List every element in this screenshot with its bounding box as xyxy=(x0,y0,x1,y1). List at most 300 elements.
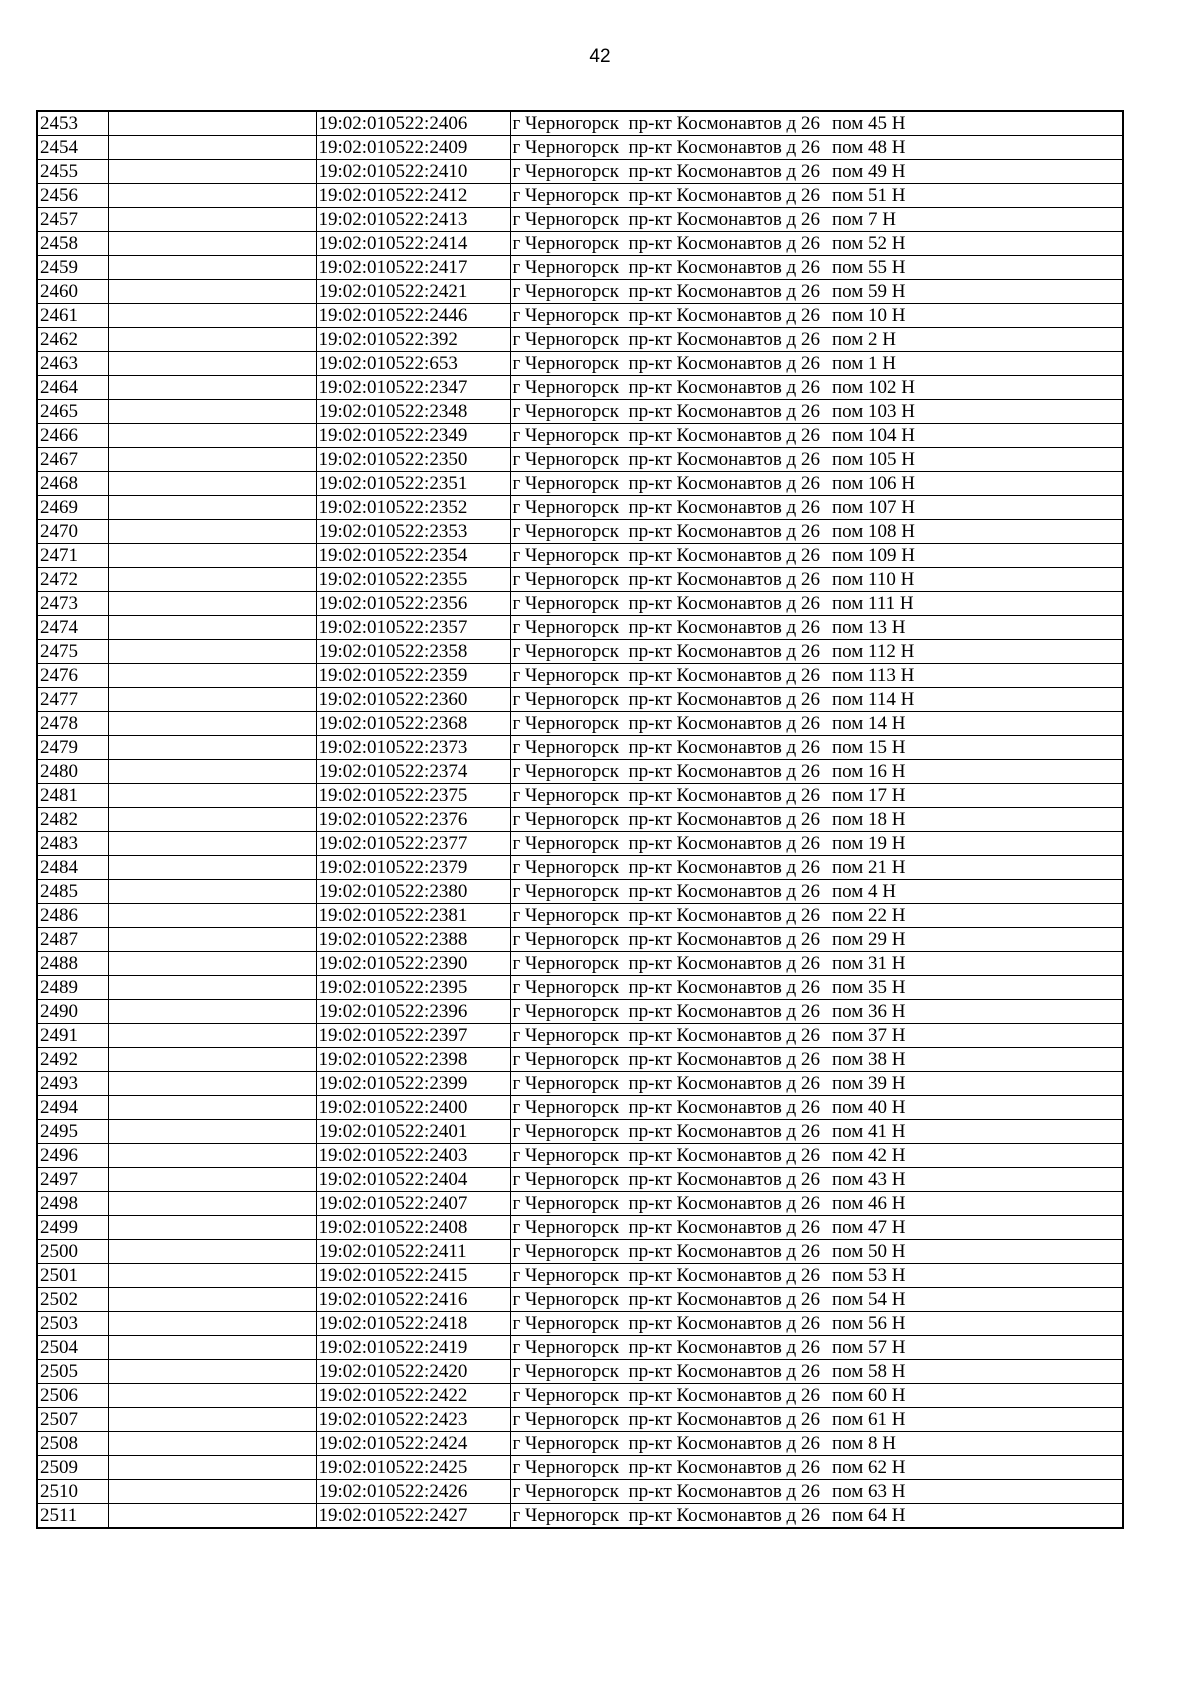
cadastral-number-cell: 19:02:010522:2413 xyxy=(316,208,510,232)
row-number-cell: 2479 xyxy=(37,736,108,760)
table-row xyxy=(37,1072,1123,1096)
empty-cell xyxy=(108,952,316,976)
address-cell xyxy=(510,736,1123,760)
address-cell xyxy=(510,111,1123,136)
address-text: г Черногорск пр-кт Космонавтов д 26 xyxy=(512,1337,820,1358)
address-cell xyxy=(510,1480,1123,1504)
row-number-cell: 2504 xyxy=(37,1336,108,1360)
address-cell xyxy=(510,328,1123,352)
cadastral-number-cell: 19:02:010522:2399 xyxy=(316,1072,510,1096)
premises-text: пом 56 Н xyxy=(831,1313,906,1334)
address-text: г Черногорск пр-кт Космонавтов д 26 xyxy=(512,1505,820,1526)
cadastral-number-cell: 19:02:010522:2427 xyxy=(316,1504,510,1529)
cadastral-number-cell: 19:02:010522:2381 xyxy=(316,904,510,928)
address-cell xyxy=(510,952,1123,976)
address-text: г Черногорск пр-кт Космонавтов д 26 xyxy=(512,377,820,398)
empty-cell xyxy=(108,232,316,256)
premises-text: пом 47 Н xyxy=(831,1217,906,1238)
address-cell xyxy=(510,904,1123,928)
row-number-cell: 2474 xyxy=(37,616,108,640)
address-cell xyxy=(510,1096,1123,1120)
premises-text: пом 7 Н xyxy=(831,209,897,230)
address-cell xyxy=(510,760,1123,784)
premises-text: пом 46 Н xyxy=(831,1193,906,1214)
table-row xyxy=(37,208,1123,232)
premises-text: пом 113 Н xyxy=(831,665,915,686)
premises-text: пом 14 Н xyxy=(831,713,906,734)
address-text: г Черногорск пр-кт Космонавтов д 26 xyxy=(512,1409,820,1430)
table-row xyxy=(37,904,1123,928)
premises-text: пом 104 Н xyxy=(831,425,916,446)
empty-cell xyxy=(108,256,316,280)
row-number-cell: 2490 xyxy=(37,1000,108,1024)
cadastral-number-cell: 19:02:010522:2403 xyxy=(316,1144,510,1168)
table-row xyxy=(37,136,1123,160)
premises-text: пом 57 Н xyxy=(831,1337,906,1358)
row-number-cell: 2501 xyxy=(37,1264,108,1288)
address-cell xyxy=(510,1240,1123,1264)
empty-cell xyxy=(108,1120,316,1144)
cadastral-number-cell: 19:02:010522:2424 xyxy=(316,1432,510,1456)
address-cell xyxy=(510,688,1123,712)
cadastral-number-cell: 19:02:010522:2420 xyxy=(316,1360,510,1384)
registry-table xyxy=(36,110,1124,1529)
row-number-cell: 2491 xyxy=(37,1024,108,1048)
address-cell xyxy=(510,1120,1123,1144)
cadastral-number-cell: 19:02:010522:2410 xyxy=(316,160,510,184)
table-row xyxy=(37,544,1123,568)
row-number-cell: 2492 xyxy=(37,1048,108,1072)
address-cell xyxy=(510,1288,1123,1312)
row-number-cell: 2467 xyxy=(37,448,108,472)
address-cell xyxy=(510,496,1123,520)
table-row xyxy=(37,1096,1123,1120)
row-number-cell: 2461 xyxy=(37,304,108,328)
address-cell xyxy=(510,184,1123,208)
address-cell xyxy=(510,448,1123,472)
premises-text: пом 15 Н xyxy=(831,737,906,758)
cadastral-number-cell: 19:02:010522:2407 xyxy=(316,1192,510,1216)
address-cell xyxy=(510,1504,1123,1529)
address-cell xyxy=(510,304,1123,328)
table-row xyxy=(37,880,1123,904)
row-number-cell: 2498 xyxy=(37,1192,108,1216)
empty-cell xyxy=(108,904,316,928)
empty-cell xyxy=(108,184,316,208)
table-row xyxy=(37,808,1123,832)
address-text: г Черногорск пр-кт Космонавтов д 26 xyxy=(512,1001,820,1022)
row-number-cell: 2507 xyxy=(37,1408,108,1432)
table-row xyxy=(37,256,1123,280)
table-row xyxy=(37,1456,1123,1480)
row-number-cell: 2486 xyxy=(37,904,108,928)
address-text: г Черногорск пр-кт Космонавтов д 26 xyxy=(512,713,820,734)
premises-text: пом 108 Н xyxy=(831,521,916,542)
row-number-cell: 2484 xyxy=(37,856,108,880)
address-text: г Черногорск пр-кт Космонавтов д 26 xyxy=(512,425,820,446)
row-number-cell: 2493 xyxy=(37,1072,108,1096)
table-row xyxy=(37,472,1123,496)
premises-text: пом 36 Н xyxy=(831,1001,906,1022)
cadastral-number-cell: 19:02:010522:2425 xyxy=(316,1456,510,1480)
address-cell xyxy=(510,256,1123,280)
address-text: г Черногорск пр-кт Космонавтов д 26 xyxy=(512,185,820,206)
table-row xyxy=(37,1432,1123,1456)
table-row xyxy=(37,736,1123,760)
table-row xyxy=(37,592,1123,616)
empty-cell xyxy=(108,352,316,376)
empty-cell xyxy=(108,1360,316,1384)
premises-text: пом 64 Н xyxy=(831,1505,906,1526)
table-row xyxy=(37,424,1123,448)
cadastral-number-cell: 19:02:010522:2406 xyxy=(316,111,510,136)
cadastral-number-cell: 19:02:010522:2423 xyxy=(316,1408,510,1432)
empty-cell xyxy=(108,1024,316,1048)
table-row xyxy=(37,1168,1123,1192)
premises-text: пом 102 Н xyxy=(831,377,916,398)
address-text: г Черногорск пр-кт Космонавтов д 26 xyxy=(512,473,820,494)
address-text: г Черногорск пр-кт Космонавтов д 26 xyxy=(512,905,820,926)
table-row xyxy=(37,1504,1123,1529)
empty-cell xyxy=(108,136,316,160)
premises-text: пом 40 Н xyxy=(831,1097,906,1118)
premises-text: пом 106 Н xyxy=(831,473,916,494)
row-number-cell: 2494 xyxy=(37,1096,108,1120)
address-cell xyxy=(510,976,1123,1000)
premises-text: пом 22 Н xyxy=(831,905,906,926)
row-number-cell: 2466 xyxy=(37,424,108,448)
table-row xyxy=(37,232,1123,256)
address-text: г Черногорск пр-кт Космонавтов д 26 xyxy=(512,929,820,950)
empty-cell xyxy=(108,1432,316,1456)
empty-cell xyxy=(108,832,316,856)
table-row xyxy=(37,280,1123,304)
cadastral-number-cell: 19:02:010522:2379 xyxy=(316,856,510,880)
table-row xyxy=(37,1000,1123,1024)
address-text: г Черногорск пр-кт Космонавтов д 26 xyxy=(512,809,820,830)
cadastral-number-cell: 19:02:010522:2373 xyxy=(316,736,510,760)
address-cell xyxy=(510,1456,1123,1480)
table-row xyxy=(37,1312,1123,1336)
address-cell xyxy=(510,928,1123,952)
cadastral-number-cell: 19:02:010522:2377 xyxy=(316,832,510,856)
cadastral-number-cell: 19:02:010522:2356 xyxy=(316,592,510,616)
premises-text: пом 45 Н xyxy=(831,113,906,134)
cadastral-number-cell: 19:02:010522:2414 xyxy=(316,232,510,256)
address-text: г Черногорск пр-кт Космонавтов д 26 xyxy=(512,1097,820,1118)
address-cell xyxy=(510,1024,1123,1048)
address-text: г Черногорск пр-кт Космонавтов д 26 xyxy=(512,953,820,974)
address-text: г Черногорск пр-кт Космонавтов д 26 xyxy=(512,329,820,350)
cadastral-number-cell: 19:02:010522:653 xyxy=(316,352,510,376)
address-cell xyxy=(510,1384,1123,1408)
address-text: г Черногорск пр-кт Космонавтов д 26 xyxy=(512,641,820,662)
address-text: г Черногорск пр-кт Космонавтов д 26 xyxy=(512,617,820,638)
cadastral-number-cell: 19:02:010522:2348 xyxy=(316,400,510,424)
table-row xyxy=(37,496,1123,520)
premises-text: пом 48 Н xyxy=(831,137,906,158)
address-cell xyxy=(510,232,1123,256)
empty-cell xyxy=(108,1408,316,1432)
address-text: г Черногорск пр-кт Космонавтов д 26 xyxy=(512,761,820,782)
table-row xyxy=(37,1288,1123,1312)
cadastral-number-cell: 19:02:010522:2351 xyxy=(316,472,510,496)
page-number: 42 xyxy=(589,46,611,67)
empty-cell xyxy=(108,1216,316,1240)
empty-cell xyxy=(108,640,316,664)
table-row xyxy=(37,111,1123,136)
address-cell xyxy=(510,1000,1123,1024)
cadastral-number-cell: 19:02:010522:2418 xyxy=(316,1312,510,1336)
empty-cell xyxy=(108,376,316,400)
address-text: г Черногорск пр-кт Космонавтов д 26 xyxy=(512,137,820,158)
premises-text: пом 17 Н xyxy=(831,785,906,806)
table-row xyxy=(37,328,1123,352)
row-number-cell: 2482 xyxy=(37,808,108,832)
address-text: г Черногорск пр-кт Космонавтов д 26 xyxy=(512,281,820,302)
table-row xyxy=(37,1480,1123,1504)
empty-cell xyxy=(108,688,316,712)
table-row xyxy=(37,952,1123,976)
table-row xyxy=(37,760,1123,784)
cadastral-number-cell: 19:02:010522:2419 xyxy=(316,1336,510,1360)
premises-text: пом 50 Н xyxy=(831,1241,906,1262)
row-number-cell: 2470 xyxy=(37,520,108,544)
table-row xyxy=(37,1120,1123,1144)
table-row xyxy=(37,568,1123,592)
address-text: г Черногорск пр-кт Космонавтов д 26 xyxy=(512,1313,820,1334)
premises-text: пом 37 Н xyxy=(831,1025,906,1046)
address-text: г Черногорск пр-кт Космонавтов д 26 xyxy=(512,1385,820,1406)
address-text: г Черногорск пр-кт Космонавтов д 26 xyxy=(512,1289,820,1310)
empty-cell xyxy=(108,1192,316,1216)
cadastral-number-cell: 19:02:010522:2416 xyxy=(316,1288,510,1312)
row-number-cell: 2462 xyxy=(37,328,108,352)
table-row xyxy=(37,304,1123,328)
address-cell xyxy=(510,1144,1123,1168)
cadastral-number-cell: 19:02:010522:2397 xyxy=(316,1024,510,1048)
row-number-cell: 2500 xyxy=(37,1240,108,1264)
address-cell xyxy=(510,592,1123,616)
row-number-cell: 2495 xyxy=(37,1120,108,1144)
address-cell xyxy=(510,808,1123,832)
address-text: г Черногорск пр-кт Космонавтов д 26 xyxy=(512,857,820,878)
empty-cell xyxy=(108,1384,316,1408)
row-number-cell: 2475 xyxy=(37,640,108,664)
table-row xyxy=(37,664,1123,688)
cadastral-number-cell: 19:02:010522:2390 xyxy=(316,952,510,976)
address-cell xyxy=(510,616,1123,640)
address-text: г Черногорск пр-кт Космонавтов д 26 xyxy=(512,521,820,542)
empty-cell xyxy=(108,1336,316,1360)
table-row xyxy=(37,1336,1123,1360)
address-text: г Черногорск пр-кт Космонавтов д 26 xyxy=(512,1049,820,1070)
premises-text: пом 51 Н xyxy=(831,185,906,206)
empty-cell xyxy=(108,880,316,904)
table-row xyxy=(37,640,1123,664)
address-text: г Черногорск пр-кт Космонавтов д 26 xyxy=(512,689,820,710)
row-number-cell: 2463 xyxy=(37,352,108,376)
cadastral-number-cell: 19:02:010522:2374 xyxy=(316,760,510,784)
address-cell xyxy=(510,640,1123,664)
premises-text: пом 105 Н xyxy=(831,449,916,470)
address-cell xyxy=(510,208,1123,232)
cadastral-number-cell: 19:02:010522:2350 xyxy=(316,448,510,472)
row-number-cell: 2457 xyxy=(37,208,108,232)
table-row xyxy=(37,1192,1123,1216)
address-text: г Черногорск пр-кт Космонавтов д 26 xyxy=(512,977,820,998)
empty-cell xyxy=(108,1000,316,1024)
address-cell xyxy=(510,1264,1123,1288)
empty-cell xyxy=(108,208,316,232)
cadastral-number-cell: 19:02:010522:2353 xyxy=(316,520,510,544)
row-number-cell: 2480 xyxy=(37,760,108,784)
cadastral-number-cell: 19:02:010522:2376 xyxy=(316,808,510,832)
address-cell xyxy=(510,1048,1123,1072)
premises-text: пом 10 Н xyxy=(831,305,906,326)
empty-cell xyxy=(108,1096,316,1120)
empty-cell xyxy=(108,664,316,688)
row-number-cell: 2509 xyxy=(37,1456,108,1480)
empty-cell xyxy=(108,1048,316,1072)
address-cell xyxy=(510,424,1123,448)
address-cell xyxy=(510,376,1123,400)
address-text: г Черногорск пр-кт Космонавтов д 26 xyxy=(512,1361,820,1382)
cadastral-number-cell: 19:02:010522:2352 xyxy=(316,496,510,520)
premises-text: пом 52 Н xyxy=(831,233,906,254)
row-number-cell: 2499 xyxy=(37,1216,108,1240)
row-number-cell: 2454 xyxy=(37,136,108,160)
address-cell xyxy=(510,352,1123,376)
premises-text: пом 49 Н xyxy=(831,161,906,182)
address-cell xyxy=(510,136,1123,160)
cadastral-number-cell: 19:02:010522:2411 xyxy=(316,1240,510,1264)
cadastral-number-cell: 19:02:010522:2359 xyxy=(316,664,510,688)
address-text: г Черногорск пр-кт Космонавтов д 26 xyxy=(512,233,820,254)
table-row xyxy=(37,520,1123,544)
address-text: г Черногорск пр-кт Космонавтов д 26 xyxy=(512,569,820,590)
row-number-cell: 2505 xyxy=(37,1360,108,1384)
address-text: г Черногорск пр-кт Космонавтов д 26 xyxy=(512,1025,820,1046)
address-cell xyxy=(510,544,1123,568)
table-row xyxy=(37,928,1123,952)
address-text: г Черногорск пр-кт Космонавтов д 26 xyxy=(512,1265,820,1286)
premises-text: пом 43 Н xyxy=(831,1169,906,1190)
address-text: г Черногорск пр-кт Космонавтов д 26 xyxy=(512,1217,820,1238)
premises-text: пом 18 Н xyxy=(831,809,906,830)
address-cell xyxy=(510,280,1123,304)
address-text: г Черногорск пр-кт Космонавтов д 26 xyxy=(512,545,820,566)
table-row xyxy=(37,976,1123,1000)
row-number-cell: 2473 xyxy=(37,592,108,616)
table-row xyxy=(37,1408,1123,1432)
row-number-cell: 2511 xyxy=(37,1504,108,1529)
empty-cell xyxy=(108,1288,316,1312)
row-number-cell: 2510 xyxy=(37,1480,108,1504)
premises-text: пом 63 Н xyxy=(831,1481,906,1502)
address-text: г Черногорск пр-кт Космонавтов д 26 xyxy=(512,1193,820,1214)
row-number-cell: 2508 xyxy=(37,1432,108,1456)
row-number-cell: 2459 xyxy=(37,256,108,280)
premises-text: пом 29 Н xyxy=(831,929,906,950)
address-cell xyxy=(510,1312,1123,1336)
cadastral-number-cell: 19:02:010522:2412 xyxy=(316,184,510,208)
address-text: г Черногорск пр-кт Космонавтов д 26 xyxy=(512,401,820,422)
row-number-cell: 2478 xyxy=(37,712,108,736)
premises-text: пом 103 Н xyxy=(831,401,916,422)
address-cell xyxy=(510,880,1123,904)
cadastral-number-cell: 19:02:010522:2401 xyxy=(316,1120,510,1144)
cadastral-number-cell: 19:02:010522:392 xyxy=(316,328,510,352)
cadastral-number-cell: 19:02:010522:2417 xyxy=(316,256,510,280)
table-row xyxy=(37,160,1123,184)
table-row xyxy=(37,1360,1123,1384)
premises-text: пом 41 Н xyxy=(831,1121,906,1142)
premises-text: пом 53 Н xyxy=(831,1265,906,1286)
cadastral-number-cell: 19:02:010522:2360 xyxy=(316,688,510,712)
empty-cell xyxy=(108,808,316,832)
cadastral-number-cell: 19:02:010522:2349 xyxy=(316,424,510,448)
premises-text: пом 13 Н xyxy=(831,617,906,638)
address-cell xyxy=(510,784,1123,808)
row-number-cell: 2481 xyxy=(37,784,108,808)
address-text: г Черногорск пр-кт Космонавтов д 26 xyxy=(512,1433,820,1454)
table-row xyxy=(37,184,1123,208)
empty-cell xyxy=(108,424,316,448)
premises-text: пом 60 Н xyxy=(831,1385,906,1406)
premises-text: пом 110 Н xyxy=(831,569,915,590)
table-row xyxy=(37,616,1123,640)
address-cell xyxy=(510,1432,1123,1456)
empty-cell xyxy=(108,472,316,496)
address-text: г Черногорск пр-кт Космонавтов д 26 xyxy=(512,1121,820,1142)
premises-text: пом 54 Н xyxy=(831,1289,906,1310)
premises-text: пом 107 Н xyxy=(831,497,916,518)
premises-text: пом 114 Н xyxy=(831,689,915,710)
address-text: г Черногорск пр-кт Космонавтов д 26 xyxy=(512,305,820,326)
premises-text: пом 19 Н xyxy=(831,833,906,854)
table-row xyxy=(37,1048,1123,1072)
cadastral-number-cell: 19:02:010522:2354 xyxy=(316,544,510,568)
cadastral-number-cell: 19:02:010522:2368 xyxy=(316,712,510,736)
address-cell xyxy=(510,712,1123,736)
table-row xyxy=(37,1384,1123,1408)
cadastral-number-cell: 19:02:010522:2347 xyxy=(316,376,510,400)
table-row xyxy=(37,352,1123,376)
address-text: г Черногорск пр-кт Космонавтов д 26 xyxy=(512,881,820,902)
row-number-cell: 2456 xyxy=(37,184,108,208)
premises-text: пом 111 Н xyxy=(831,593,914,614)
premises-text: пом 58 Н xyxy=(831,1361,906,1382)
empty-cell xyxy=(108,1480,316,1504)
cadastral-number-cell: 19:02:010522:2421 xyxy=(316,280,510,304)
row-number-cell: 2472 xyxy=(37,568,108,592)
table-row xyxy=(37,1144,1123,1168)
premises-text: пом 59 Н xyxy=(831,281,906,302)
address-text: г Черногорск пр-кт Космонавтов д 26 xyxy=(512,785,820,806)
table-row xyxy=(37,1240,1123,1264)
premises-text: пом 109 Н xyxy=(831,545,916,566)
row-number-cell: 2483 xyxy=(37,832,108,856)
address-text: г Черногорск пр-кт Космонавтов д 26 xyxy=(512,737,820,758)
empty-cell xyxy=(108,304,316,328)
cadastral-number-cell: 19:02:010522:2404 xyxy=(316,1168,510,1192)
empty-cell xyxy=(108,1144,316,1168)
table-row xyxy=(37,1024,1123,1048)
premises-text: пом 35 Н xyxy=(831,977,906,998)
address-text: г Черногорск пр-кт Космонавтов д 26 xyxy=(512,1169,820,1190)
empty-cell xyxy=(108,544,316,568)
